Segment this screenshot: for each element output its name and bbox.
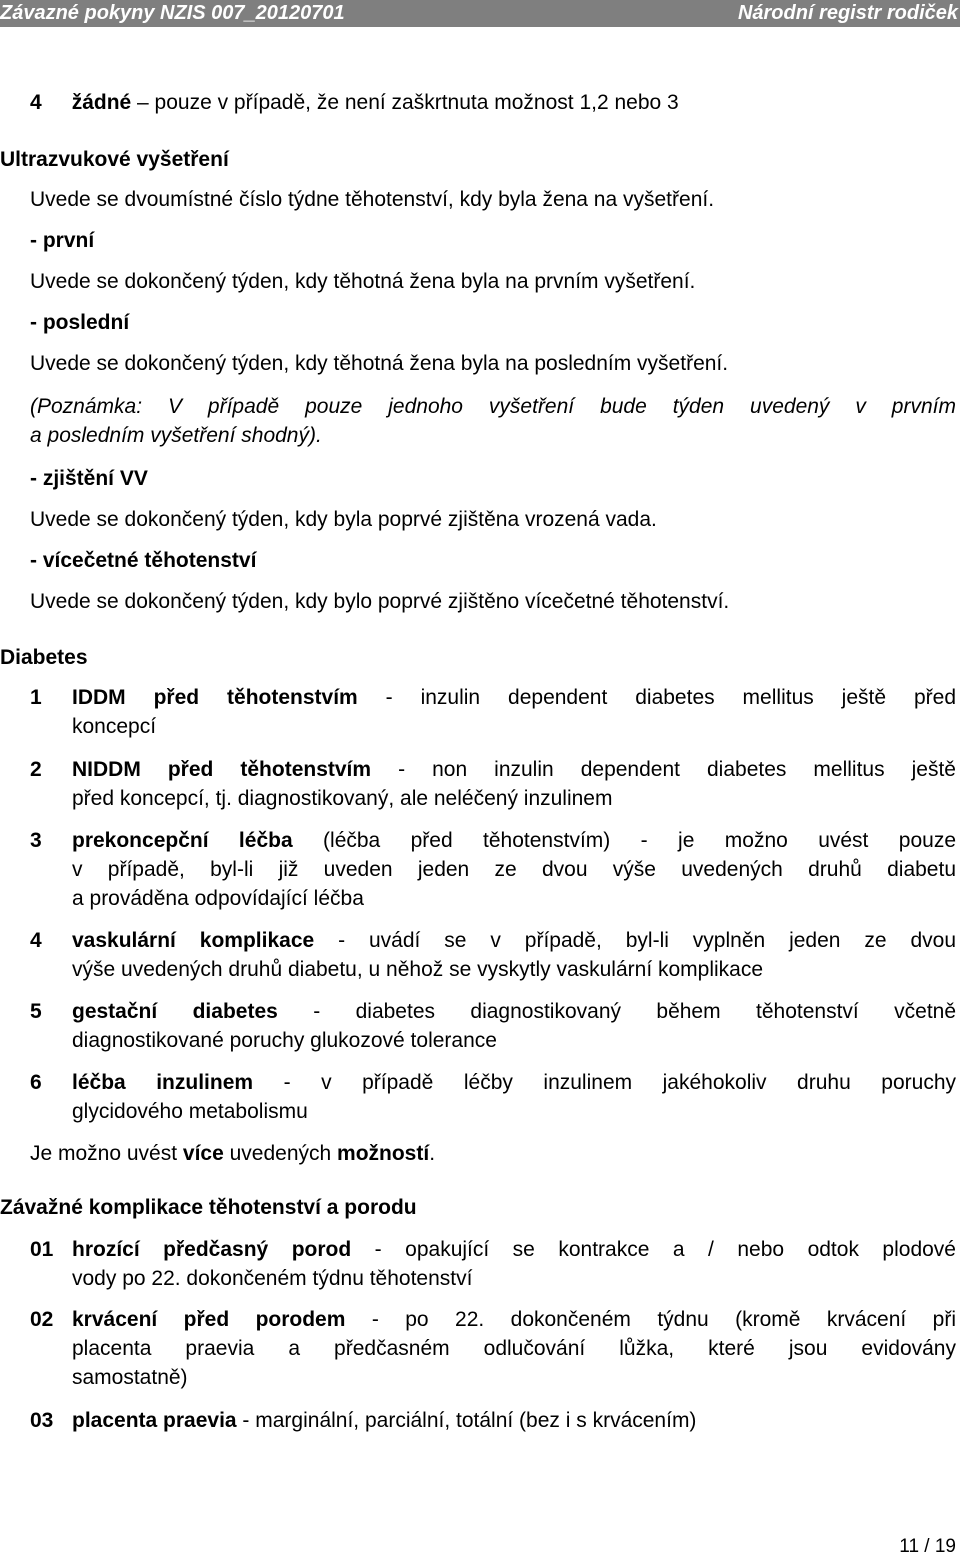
header-registry-name: Národní registr rodiček <box>737 2 958 24</box>
diabetes-item-text: výše uvedených druhů diabetu, u něhož se vyskytly vaskulární komplikace <box>72 958 764 981</box>
page-header <box>0 0 960 27</box>
intro-option-term: žádné <box>71 91 132 114</box>
diabetes-item-number: 2 <box>30 758 42 781</box>
ultrasound-multi-text: Uvede se dokončený týden, kdy bylo poprvé zjištěno vícečetné těhotenství. <box>30 590 730 613</box>
ultrasound-first-text: Uvede se dokončený týden, kdy těhotná žena byla na prvním vyšetření. <box>30 270 696 293</box>
ultrasound-first-label: - první <box>30 229 95 252</box>
diabetes-item-text: - v případě léčby inzulinem jakéhokoliv druhu poruchy <box>253 1071 956 1094</box>
diabetes-item-number: 5 <box>30 1000 42 1023</box>
ultrasound-intro: Uvede se dvoumístné číslo týdne těhotenství, kdy byla žena na vyšetření. <box>30 188 715 211</box>
ultrasound-vv-label: - zjištění VV <box>30 467 148 490</box>
complication-item-text: samostatně) <box>72 1366 188 1389</box>
diabetes-item-term: NIDDM před těhotenstvím <box>72 758 372 781</box>
diabetes-item-text: před koncepcí, tj. diagnostikovaný, ale neléčený inzulinem <box>72 787 613 810</box>
complication-item-text: placenta praevia a předčasném odlučování lůžka, které jsou evidovány <box>72 1337 956 1360</box>
diabetes-note-text: . <box>429 1142 436 1165</box>
complication-item-number: 03 <box>30 1409 54 1432</box>
ultrasound-last-label: - poslední <box>30 311 130 334</box>
ultrasound-note <box>30 392 956 450</box>
complication-item-number: 02 <box>30 1308 54 1331</box>
complication-item-text: - marginální, parciální, totální (bez i s krvácením) <box>236 1409 697 1432</box>
complications-heading: Závažné komplikace těhotenství a porodu <box>0 1196 417 1219</box>
diabetes-item-text: koncepcí <box>72 715 157 738</box>
diabetes-note-text: Je možno uvést <box>30 1142 183 1165</box>
header-document-title: Závazné pokyny NZIS 007_20120701 <box>0 2 345 24</box>
complication-item-text: - po 22. dokončeném týdnu (kromě krvácení při <box>345 1308 956 1331</box>
complication-item-term: krvácení před porodem <box>72 1308 346 1331</box>
ultrasound-heading: Ultrazvukové vyšetření <box>0 148 229 171</box>
complication-item-term: placenta praevia <box>72 1409 237 1432</box>
diabetes-item-text: diagnostikované poruchy glukozové tolerance <box>72 1029 497 1052</box>
ultrasound-note-line: (Poznámka: V případě pouze jednoho vyšetření bude týden uvedený v prvním <box>30 395 956 418</box>
diabetes-item-text: - uvádí se v případě, byl-li vyplněn jeden ze dvou <box>314 929 956 952</box>
complication-item-text: - opakující se kontrakce a / nebo odtok plodové <box>351 1238 956 1261</box>
diabetes-item-text: - inzulin dependent diabetes mellitus ještě před <box>357 686 956 709</box>
diabetes-note-emphasis: více <box>182 1142 224 1165</box>
complication-item-term: hrozící předčasný porod <box>72 1238 352 1261</box>
diabetes-item-number: 6 <box>30 1071 42 1094</box>
complication-item-number: 01 <box>30 1238 54 1261</box>
diabetes-item-term: vaskulární komplikace <box>72 929 315 952</box>
intro-option-text: – pouze v případě, že není zaškrtnuta možnost 1,2 nebo 3 <box>131 91 679 114</box>
page-number: 11 / 19 <box>899 1536 956 1557</box>
diabetes-item-text: (léčba před těhotenstvím) - je možno uvést pouze <box>292 829 957 852</box>
ultrasound-multi-label: - vícečetné těhotenství <box>30 549 257 572</box>
diabetes-item-term: gestační diabetes <box>72 1000 278 1023</box>
ultrasound-last-text: Uvede se dokončený týden, kdy těhotná žena byla na posledním vyšetření. <box>30 352 729 375</box>
diabetes-item-text: v případě, byl-li již uveden jeden ze dvou výše uvedených druhů diabetu <box>72 858 956 881</box>
intro-option-4 <box>30 88 679 117</box>
diabetes-item-number: 4 <box>30 929 42 952</box>
ultrasound-note-line: a posledním vyšetření shodný). <box>30 424 322 447</box>
diabetes-item-number: 1 <box>30 686 42 709</box>
diabetes-item-text: - non inzulin dependent diabetes mellitus ještě <box>371 758 956 781</box>
diabetes-multiple-note <box>30 1139 435 1168</box>
diabetes-item-term: IDDM před těhotenstvím <box>72 686 358 709</box>
diabetes-item-term: léčba inzulinem <box>72 1071 254 1094</box>
diabetes-item-text: - diabetes diagnostikovaný během těhotenství včetně <box>277 1000 957 1023</box>
diabetes-item-term: prekoncepční léčba <box>72 829 293 852</box>
complication-item-text: vody po 22. dokončeném týdnu těhotenství <box>72 1267 473 1290</box>
ultrasound-vv-text: Uvede se dokončený týden, kdy byla poprvé zjištěna vrozená vada. <box>30 508 657 531</box>
diabetes-item-text: glycidového metabolismu <box>72 1100 308 1123</box>
diabetes-note-emphasis: možností <box>337 1142 430 1165</box>
diabetes-item-text: a prováděna odpovídající léčba <box>72 887 364 910</box>
diabetes-item-number: 3 <box>30 829 42 852</box>
diabetes-heading: Diabetes <box>0 646 88 669</box>
diabetes-note-text: uvedených <box>223 1142 338 1165</box>
intro-option-number: 4 <box>30 91 42 114</box>
